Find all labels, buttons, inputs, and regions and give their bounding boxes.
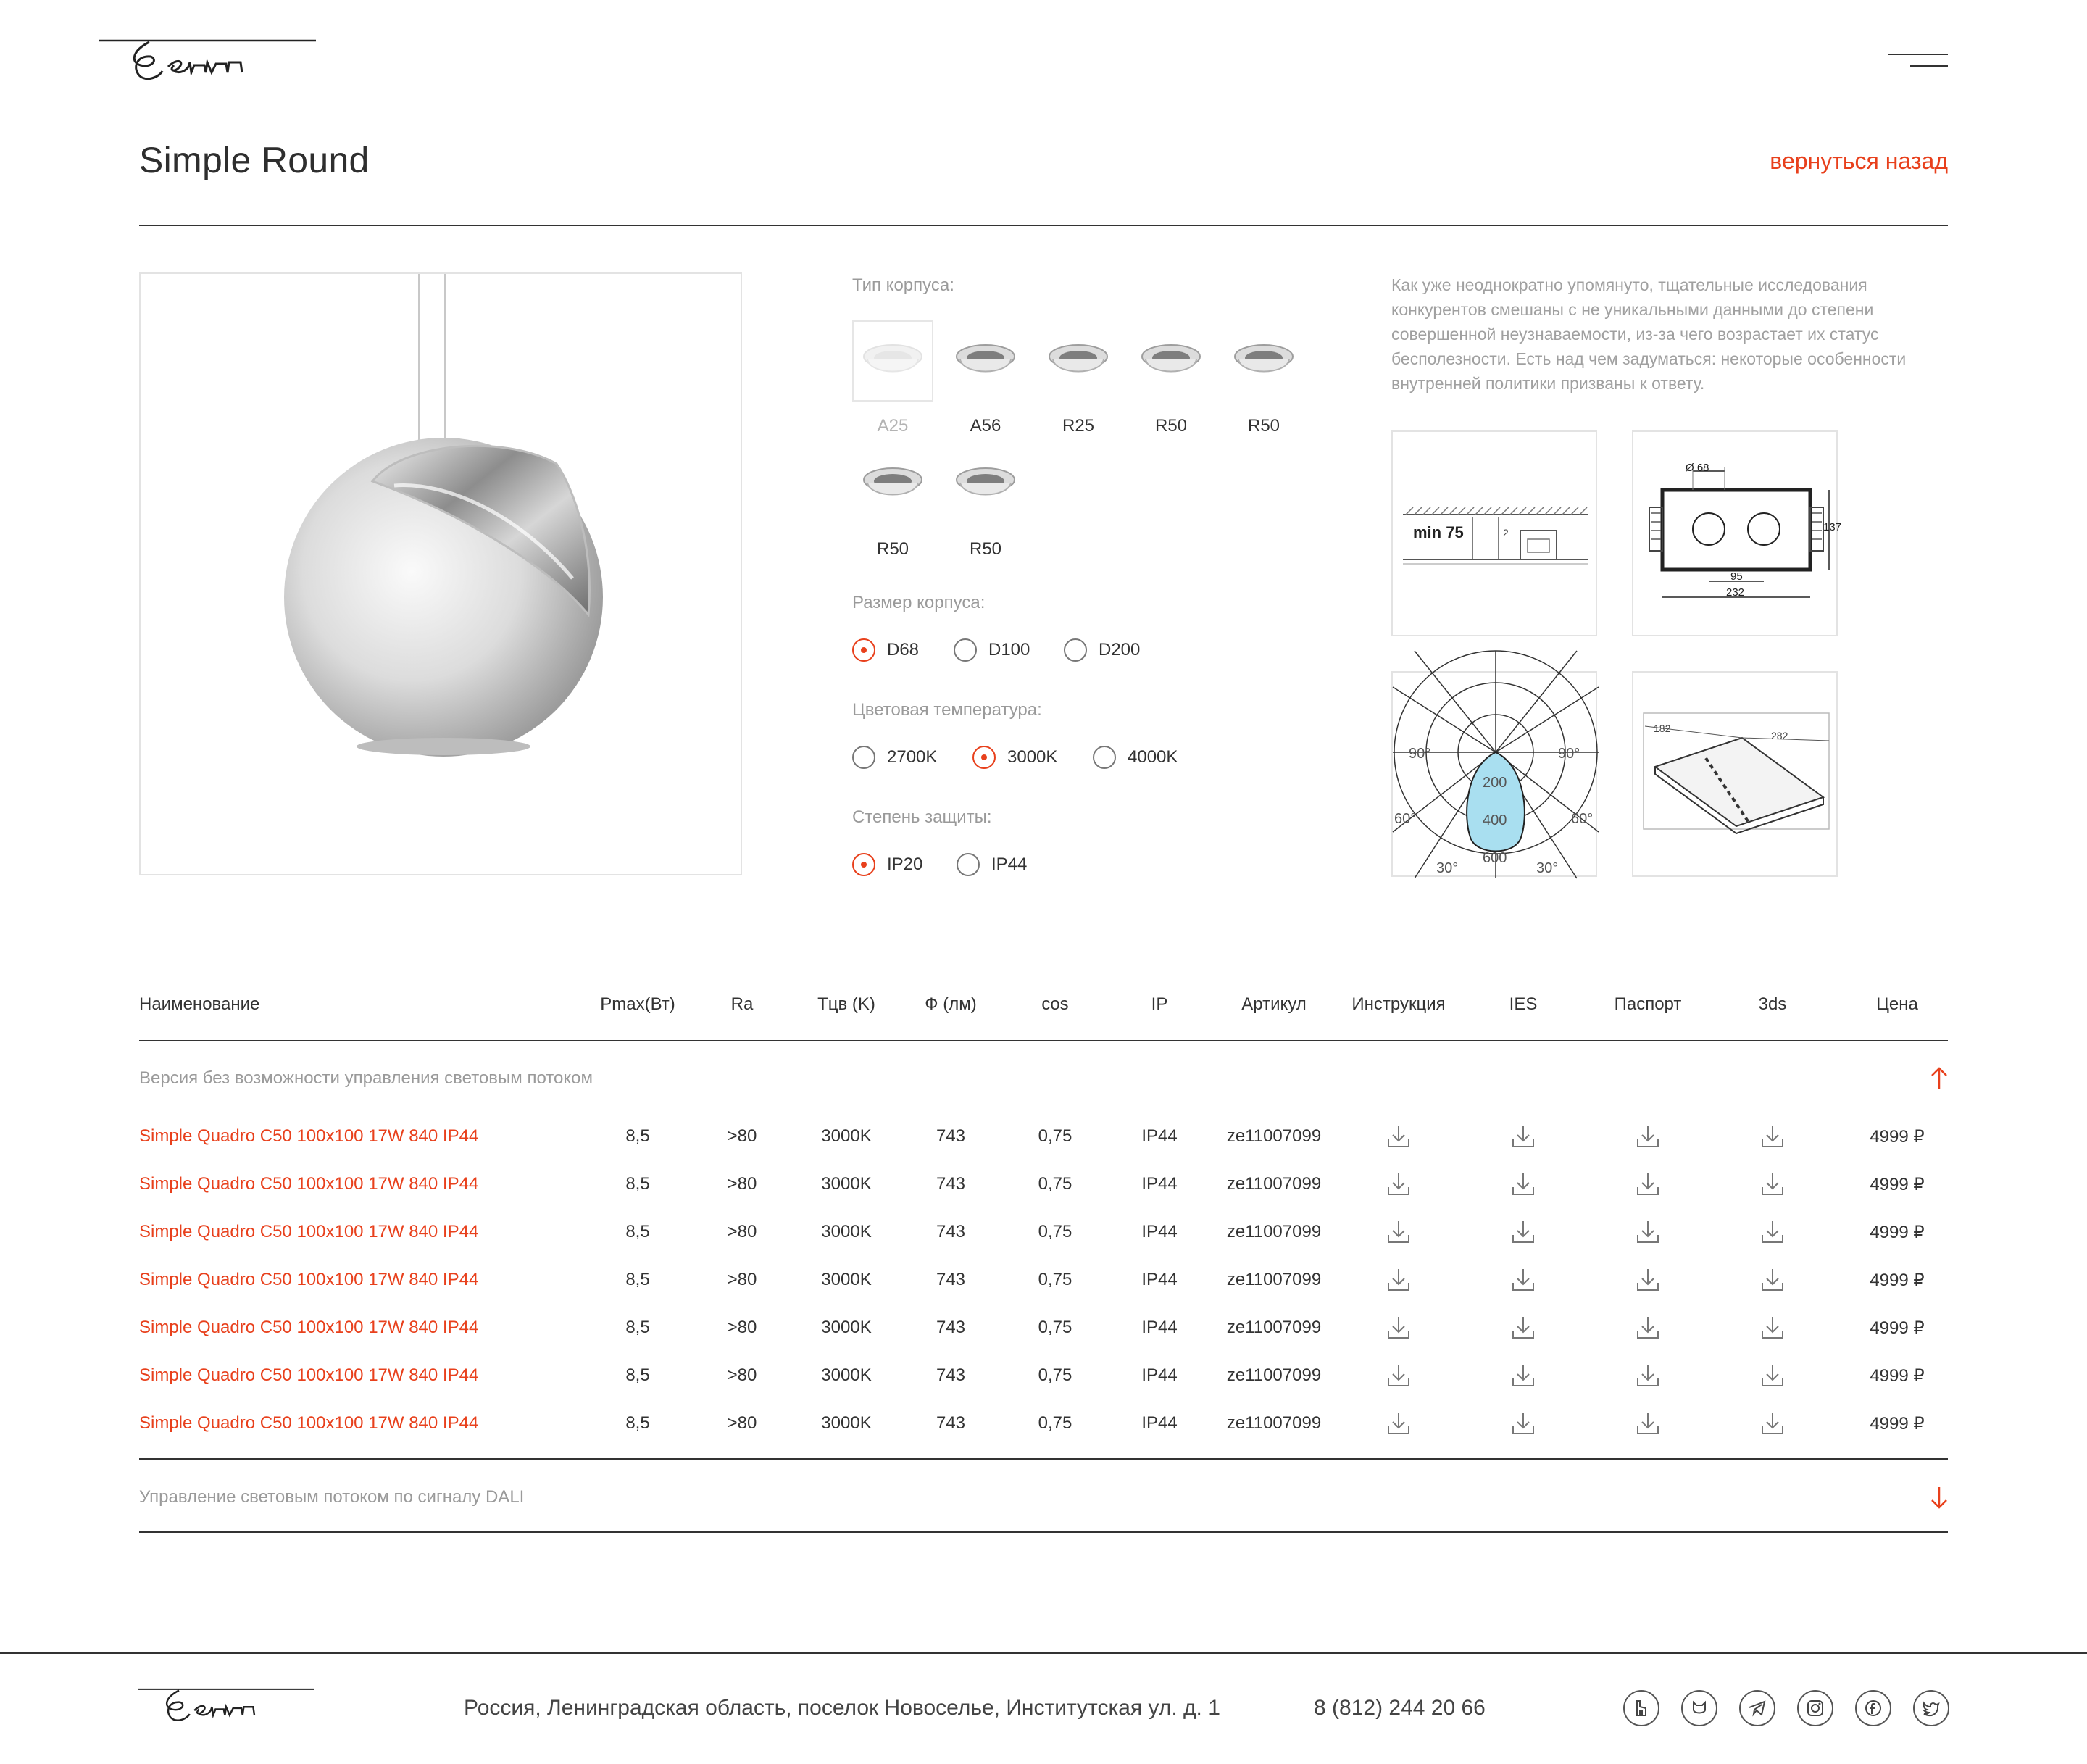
radio-size-d100[interactable] bbox=[954, 638, 1030, 662]
radio-temp-2700k[interactable] bbox=[852, 746, 937, 769]
radio-ip20[interactable] bbox=[852, 853, 922, 876]
download-passport-icon[interactable] bbox=[1636, 1315, 1660, 1341]
radio-label: 3000K bbox=[1007, 747, 1058, 767]
download-3ds-icon[interactable] bbox=[1760, 1315, 1785, 1341]
cell-ip: IP44 bbox=[1141, 1365, 1178, 1385]
cell-ip: IP44 bbox=[1141, 1318, 1178, 1337]
download-ies-icon[interactable] bbox=[1511, 1171, 1536, 1197]
download-ies-icon[interactable] bbox=[1511, 1219, 1536, 1245]
radio-label: 4000K bbox=[1128, 747, 1178, 767]
polar-angle-label: 60° bbox=[1394, 811, 1417, 827]
cell-flux: 743 bbox=[936, 1126, 966, 1146]
col-header-price: Цена bbox=[1876, 994, 1918, 1014]
cell-price: 4999 ₽ bbox=[1870, 1366, 1925, 1386]
table-row bbox=[139, 1400, 1948, 1448]
cell-pmax: 8,5 bbox=[625, 1318, 650, 1337]
product-name-link[interactable]: Simple Quadro C50 100x100 17W 840 IP44 bbox=[139, 1270, 479, 1289]
table-row bbox=[139, 1352, 1948, 1400]
cell-ip: IP44 bbox=[1141, 1413, 1178, 1433]
radio-circle bbox=[852, 853, 875, 876]
variant-r50-3[interactable] bbox=[852, 444, 933, 559]
variant-r50-2[interactable] bbox=[1223, 320, 1304, 436]
variant-thumbnail bbox=[852, 444, 933, 525]
page-title: Simple Round bbox=[139, 140, 370, 180]
hamburger-menu-button[interactable] bbox=[1888, 51, 1948, 72]
arrow-down-icon[interactable] bbox=[1930, 1486, 1948, 1509]
footer-phone[interactable]: 8 (812) 244 20 66 bbox=[1314, 1696, 1486, 1720]
col-header-name: Наименование bbox=[139, 994, 260, 1014]
variant-thumbnail bbox=[1223, 320, 1304, 402]
download-3ds-icon[interactable] bbox=[1760, 1123, 1785, 1149]
radio-temp-4000k[interactable] bbox=[1093, 746, 1178, 769]
table-bottom-divider bbox=[139, 1531, 1948, 1533]
box-dim-a: 182 bbox=[1654, 723, 1671, 734]
variant-a25[interactable] bbox=[852, 320, 933, 436]
col-header-3ds: 3ds bbox=[1758, 994, 1787, 1014]
radio-circle bbox=[1093, 746, 1116, 769]
cell-pmax: 8,5 bbox=[625, 1126, 650, 1146]
col-header-instruction: Инструкция bbox=[1351, 994, 1446, 1014]
cell-flux: 743 bbox=[936, 1270, 966, 1289]
protection-label: Степень защиты: bbox=[852, 807, 992, 827]
instagram-icon[interactable] bbox=[1797, 1690, 1833, 1726]
cell-sku: ze11007099 bbox=[1226, 1222, 1322, 1241]
download-instruction-icon[interactable] bbox=[1386, 1267, 1411, 1293]
col-header-passport: Паспорт bbox=[1614, 994, 1682, 1014]
footer-logo[interactable] bbox=[138, 1686, 314, 1723]
polar-ring-label: 200 bbox=[1483, 775, 1507, 791]
box-dimensions-diagram[interactable] bbox=[1632, 671, 1838, 877]
dim-width-2: 232 bbox=[1726, 586, 1745, 599]
facebook-icon[interactable] bbox=[1855, 1690, 1891, 1726]
col-header-pmax: Pmax(Вт) bbox=[600, 994, 675, 1014]
download-ies-icon[interactable] bbox=[1511, 1267, 1536, 1293]
dimensions-diagram[interactable] bbox=[1632, 430, 1842, 636]
cell-tcv: 3000K bbox=[821, 1365, 872, 1385]
variant-thumbnail bbox=[1130, 320, 1212, 402]
download-3ds-icon[interactable] bbox=[1760, 1267, 1785, 1293]
variant-thumbnail bbox=[945, 444, 1026, 525]
title-divider bbox=[139, 225, 1948, 226]
download-passport-icon[interactable] bbox=[1636, 1171, 1660, 1197]
cell-ra: >80 bbox=[727, 1270, 757, 1289]
table-row bbox=[139, 1161, 1948, 1209]
product-name-link[interactable]: Simple Quadro C50 100x100 17W 840 IP44 bbox=[139, 1413, 479, 1433]
variant-label: R50 bbox=[876, 539, 909, 559]
polar-angle-label: 30° bbox=[1436, 860, 1459, 876]
col-header-ra: Ra bbox=[730, 994, 754, 1014]
product-description: Как уже неоднократно упомянуто, тщательные исследования конкурентов смешаны с не уникальными данными до степени совершенной неузнаваемости, из-за чего возрастает их статус бесполезности. Есть над чем задуматься: некоторые особенности внутренней политики призваны к ответу. bbox=[1391, 275, 1907, 393]
radio-ip44[interactable] bbox=[957, 853, 1027, 876]
variant-label: R50 bbox=[1154, 416, 1188, 436]
download-3ds-icon[interactable] bbox=[1760, 1219, 1785, 1245]
radio-circle bbox=[852, 638, 875, 662]
radio-temp-3000k[interactable] bbox=[972, 746, 1057, 769]
variant-r50-4[interactable] bbox=[945, 444, 1026, 559]
cell-pmax: 8,5 bbox=[625, 1174, 650, 1194]
menu-line bbox=[1888, 54, 1948, 55]
radio-label: IP44 bbox=[991, 854, 1028, 874]
variant-thumbnail bbox=[1038, 320, 1119, 402]
cell-cos: 0,75 bbox=[1038, 1174, 1072, 1194]
radio-label: D200 bbox=[1099, 640, 1141, 660]
body-type-label: Тип корпуса: bbox=[852, 275, 954, 295]
brand-logo[interactable] bbox=[99, 36, 316, 83]
cell-price: 4999 ₽ bbox=[1870, 1223, 1925, 1242]
install-min-label: min 75 bbox=[1413, 523, 1464, 541]
radio-label: IP20 bbox=[887, 854, 923, 874]
installation-diagram[interactable] bbox=[1391, 430, 1597, 636]
variant-r25[interactable] bbox=[1038, 320, 1119, 436]
footer-divider bbox=[0, 1652, 2087, 1654]
product-image bbox=[139, 272, 742, 875]
table-row bbox=[139, 1305, 1948, 1352]
cell-ra: >80 bbox=[727, 1413, 757, 1433]
cell-price: 4999 ₽ bbox=[1870, 1127, 1925, 1147]
cell-sku: ze11007099 bbox=[1226, 1174, 1322, 1194]
col-header-flux: Ф (лм) bbox=[925, 994, 977, 1014]
cell-pmax: 8,5 bbox=[625, 1270, 650, 1289]
cell-ra: >80 bbox=[727, 1318, 757, 1337]
download-3ds-icon[interactable] bbox=[1760, 1171, 1785, 1197]
dim-diameter: Ø 68 bbox=[1686, 462, 1709, 474]
product-name-link[interactable]: Simple Quadro C50 100x100 17W 840 IP44 bbox=[139, 1126, 479, 1146]
cell-sku: ze11007099 bbox=[1226, 1413, 1322, 1433]
cell-cos: 0,75 bbox=[1038, 1126, 1072, 1146]
cell-ip: IP44 bbox=[1141, 1174, 1178, 1194]
cell-ra: >80 bbox=[727, 1365, 757, 1385]
download-ies-icon[interactable] bbox=[1511, 1410, 1536, 1436]
cell-ra: >80 bbox=[727, 1174, 757, 1194]
product-name-link[interactable]: Simple Quadro C50 100x100 17W 840 IP44 bbox=[139, 1318, 479, 1337]
polar-angle-label: 30° bbox=[1536, 860, 1559, 876]
radio-label: D100 bbox=[988, 640, 1030, 660]
cell-flux: 743 bbox=[936, 1222, 966, 1241]
radio-label: 2700K bbox=[887, 747, 938, 767]
group-toggle-no-control[interactable]: Версия без возможности управления световым потоком bbox=[139, 1068, 593, 1088]
polar-ring-label: 400 bbox=[1483, 812, 1507, 828]
polar-angle-label: 90° bbox=[1558, 746, 1580, 762]
box-dim-b: 282 bbox=[1771, 730, 1788, 741]
download-instruction-icon[interactable] bbox=[1386, 1315, 1411, 1341]
cell-cos: 0,75 bbox=[1038, 1318, 1072, 1337]
dim-height: 137 bbox=[1823, 521, 1842, 533]
variant-a56[interactable] bbox=[945, 320, 1026, 436]
cell-tcv: 3000K bbox=[821, 1318, 872, 1337]
download-passport-icon[interactable] bbox=[1636, 1267, 1660, 1293]
cell-flux: 743 bbox=[936, 1318, 966, 1337]
col-header-cos: cos bbox=[1041, 994, 1069, 1014]
group-divider bbox=[139, 1458, 1948, 1460]
download-instruction-icon[interactable] bbox=[1386, 1410, 1411, 1436]
telegram-icon[interactable] bbox=[1739, 1690, 1775, 1726]
cell-cos: 0,75 bbox=[1038, 1365, 1072, 1385]
cell-ip: IP44 bbox=[1141, 1222, 1178, 1241]
cell-sku: ze11007099 bbox=[1226, 1318, 1322, 1337]
cell-ra: >80 bbox=[727, 1126, 757, 1146]
variant-label: R50 bbox=[1247, 416, 1280, 436]
radio-size-d200[interactable] bbox=[1064, 638, 1140, 662]
product-name-link[interactable]: Simple Quadro C50 100x100 17W 840 IP44 bbox=[139, 1174, 479, 1194]
download-passport-icon[interactable] bbox=[1636, 1219, 1660, 1245]
cell-price: 4999 ₽ bbox=[1870, 1270, 1925, 1290]
pinterest-icon[interactable] bbox=[1681, 1690, 1717, 1726]
cell-tcv: 3000K bbox=[821, 1413, 872, 1433]
product-name-link[interactable]: Simple Quadro C50 100x100 17W 840 IP44 bbox=[139, 1365, 479, 1385]
cell-sku: ze11007099 bbox=[1226, 1365, 1322, 1385]
cell-flux: 743 bbox=[936, 1365, 966, 1385]
variant-thumbnail bbox=[945, 320, 1026, 402]
menu-line bbox=[1910, 65, 1948, 67]
radio-circle bbox=[852, 746, 875, 769]
download-3ds-icon[interactable] bbox=[1760, 1362, 1785, 1389]
variant-r50-1[interactable] bbox=[1130, 320, 1212, 436]
cell-ip: IP44 bbox=[1141, 1270, 1178, 1289]
variant-label: A56 bbox=[970, 416, 1001, 436]
cell-price: 4999 ₽ bbox=[1870, 1414, 1925, 1434]
cell-cos: 0,75 bbox=[1038, 1270, 1072, 1289]
cell-tcv: 3000K bbox=[821, 1222, 872, 1241]
install-dim-label: 2 bbox=[1503, 527, 1509, 538]
table-row bbox=[139, 1113, 1948, 1161]
variant-label: A25 bbox=[877, 416, 909, 436]
cell-tcv: 3000K bbox=[821, 1270, 872, 1289]
cell-pmax: 8,5 bbox=[625, 1222, 650, 1241]
cell-pmax: 8,5 bbox=[625, 1413, 650, 1433]
cell-ra: >80 bbox=[727, 1222, 757, 1241]
variant-thumbnail bbox=[852, 320, 933, 402]
table-row bbox=[139, 1209, 1948, 1257]
color-temp-label: Цветовая температура: bbox=[852, 700, 1042, 720]
cell-tcv: 3000K bbox=[821, 1174, 872, 1194]
cell-flux: 743 bbox=[936, 1413, 966, 1433]
download-instruction-icon[interactable] bbox=[1386, 1219, 1411, 1245]
cell-ip: IP44 bbox=[1141, 1126, 1178, 1146]
radio-circle bbox=[957, 853, 980, 876]
radio-circle bbox=[954, 638, 977, 662]
radio-size-d68[interactable] bbox=[852, 638, 919, 662]
cell-sku: ze11007099 bbox=[1226, 1126, 1322, 1146]
col-header-ip: IP bbox=[1151, 994, 1168, 1014]
variant-label: R50 bbox=[969, 539, 1002, 559]
download-instruction-icon[interactable] bbox=[1386, 1362, 1411, 1389]
variant-label: R25 bbox=[1062, 416, 1095, 436]
download-passport-icon[interactable] bbox=[1636, 1362, 1660, 1389]
cell-cos: 0,75 bbox=[1038, 1413, 1072, 1433]
product-name-link[interactable]: Simple Quadro C50 100x100 17W 840 IP44 bbox=[139, 1222, 479, 1241]
light-distribution-diagram[interactable] bbox=[1391, 671, 1597, 877]
cell-price: 4999 ₽ bbox=[1870, 1175, 1925, 1194]
arrow-up-icon[interactable] bbox=[1930, 1067, 1948, 1090]
group-toggle-dali[interactable]: Управление световым потоком по сигналу DALI bbox=[139, 1487, 525, 1507]
download-ies-icon[interactable] bbox=[1511, 1123, 1536, 1149]
table-row bbox=[139, 1257, 1948, 1305]
col-header-sku: Артикул bbox=[1241, 994, 1307, 1014]
polar-angle-label: 60° bbox=[1571, 811, 1594, 827]
polar-ring-label: 600 bbox=[1483, 850, 1507, 866]
table-header-divider bbox=[139, 1040, 1948, 1041]
cell-cos: 0,75 bbox=[1038, 1222, 1072, 1241]
download-ies-icon[interactable] bbox=[1511, 1362, 1536, 1389]
cell-tcv: 3000K bbox=[821, 1126, 872, 1146]
cell-flux: 743 bbox=[936, 1174, 966, 1194]
download-passport-icon[interactable] bbox=[1636, 1410, 1660, 1436]
download-instruction-icon[interactable] bbox=[1386, 1123, 1411, 1149]
cell-price: 4999 ₽ bbox=[1870, 1318, 1925, 1338]
download-passport-icon[interactable] bbox=[1636, 1123, 1660, 1149]
download-instruction-icon[interactable] bbox=[1386, 1171, 1411, 1197]
dim-width-1: 95 bbox=[1730, 570, 1743, 583]
radio-label: D68 bbox=[887, 640, 920, 660]
radio-circle bbox=[1064, 638, 1087, 662]
col-header-ies: IES bbox=[1509, 994, 1538, 1014]
radio-circle bbox=[972, 746, 996, 769]
size-label: Размер корпуса: bbox=[852, 593, 986, 612]
download-ies-icon[interactable] bbox=[1511, 1315, 1536, 1341]
houzz-icon[interactable] bbox=[1623, 1690, 1659, 1726]
polar-angle-label: 90° bbox=[1409, 746, 1431, 762]
col-header-tcv: Тцв (K) bbox=[817, 994, 875, 1014]
footer-address: Россия, Ленинградская область, поселок Новоселье, Институтская ул. д. 1 bbox=[464, 1696, 1220, 1720]
download-3ds-icon[interactable] bbox=[1760, 1410, 1785, 1436]
back-link[interactable]: вернуться назад bbox=[1770, 148, 1948, 174]
twitter-icon[interactable] bbox=[1913, 1690, 1949, 1726]
cell-sku: ze11007099 bbox=[1226, 1270, 1322, 1289]
cell-pmax: 8,5 bbox=[625, 1365, 650, 1385]
